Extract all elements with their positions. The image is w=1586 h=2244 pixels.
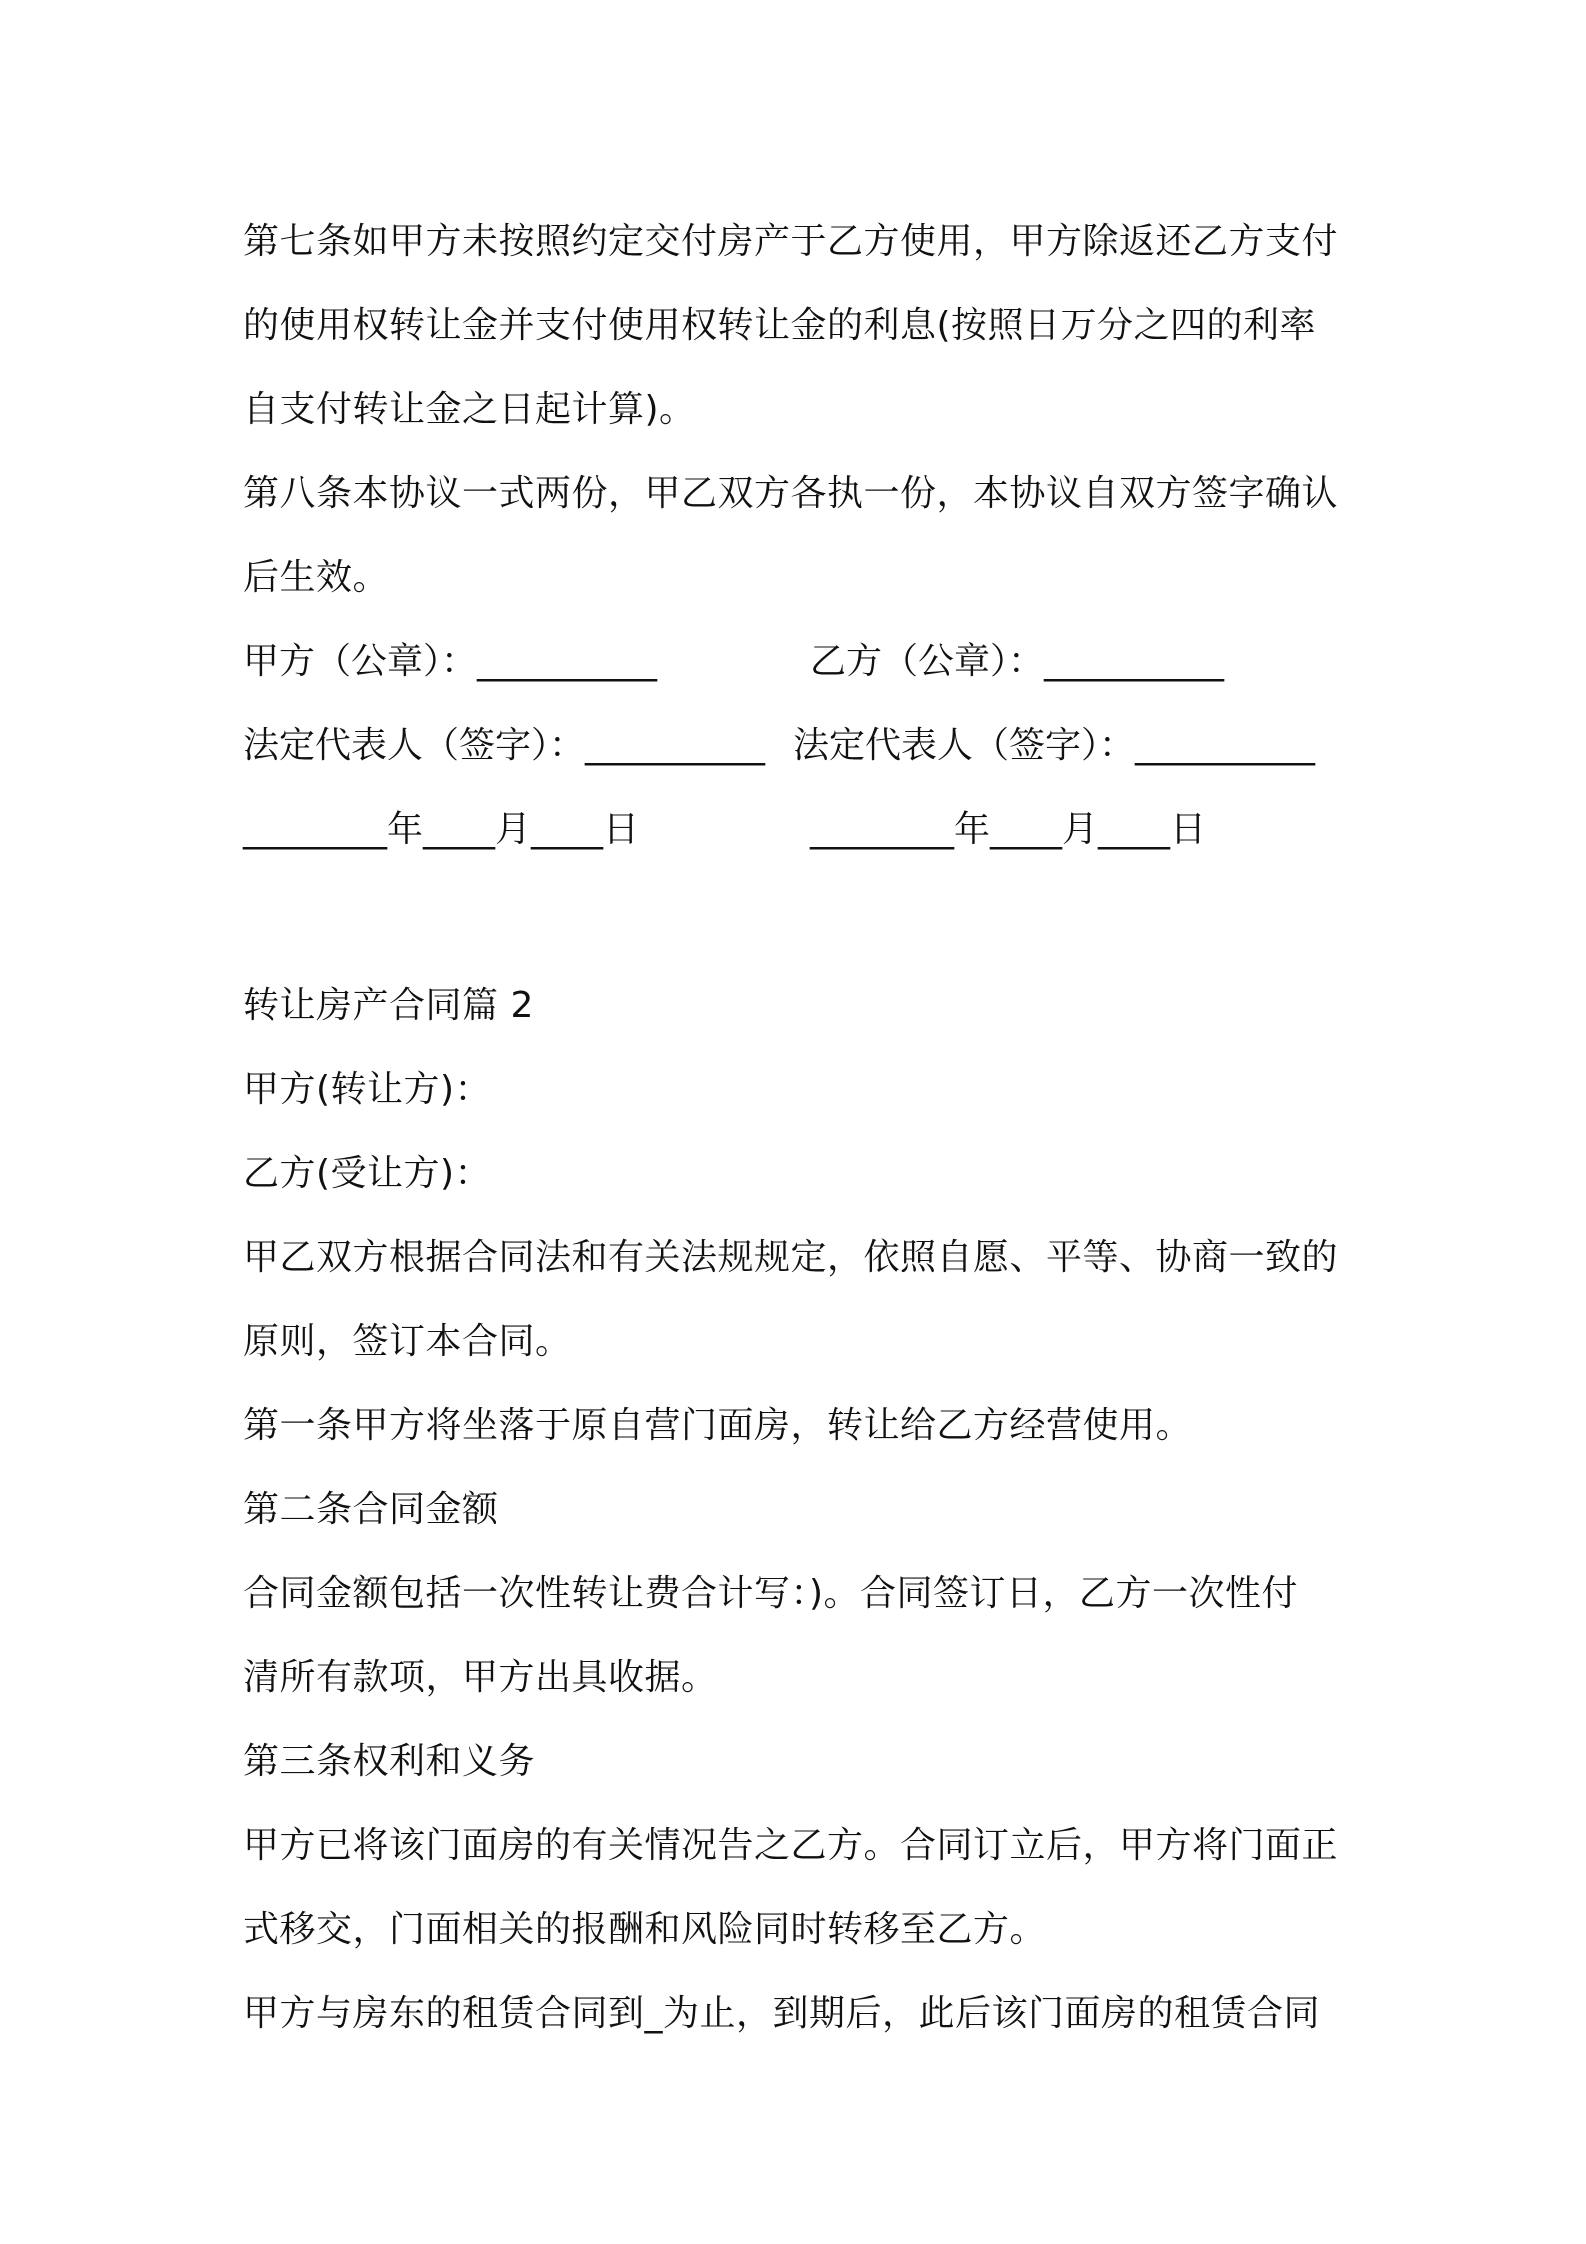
party-b-label: 乙方(受让方)：: [243, 1153, 492, 1194]
clause-7: [243, 200, 1363, 452]
clause-3-title: 第三条权利和义务: [243, 1741, 536, 1782]
date-row: [243, 788, 1363, 872]
document-body: [243, 200, 1363, 2056]
party-b-representative-field: 法定代表人（签字）：__________: [793, 725, 1316, 766]
clause-2-title: 第二条合同金额: [243, 1489, 499, 1530]
clause-2-body: [243, 1552, 1363, 1720]
text-line: 合同金额包括一次性转让费合计写：)。合同签订日，乙方一次性付: [243, 1573, 1299, 1614]
seal-row: [243, 620, 1363, 704]
text-line: 式移交，门面相关的报酬和风险同时转移至乙方。: [243, 1909, 1047, 1950]
section-title: 转让房产合同篇 2: [243, 985, 534, 1026]
section-spacer: [243, 872, 1363, 964]
text-line: 的使用权转让金并支付使用权转让金的利息(按照日万分之四的利率: [243, 305, 1317, 346]
section-2: [243, 964, 1363, 2056]
text-line: 甲方已将该门面房的有关情况告之乙方。合同订立后，甲方将门面正: [243, 1825, 1339, 1866]
party-a-seal-field: 甲方（公章）：__________: [243, 641, 658, 682]
party-a-date-field: ________年____月____日: [243, 809, 639, 850]
party-b-date-field: ________年____月____日: [810, 809, 1206, 850]
clause-3-body: [243, 1804, 1363, 1972]
party-a-label: 甲方(转让方)：: [243, 1069, 492, 1110]
party-a-representative-field: 法定代表人（签字）：__________: [243, 725, 766, 766]
text-line: 原则，签订本合同。: [243, 1321, 572, 1362]
representative-row: [243, 704, 1363, 788]
clause-8: [243, 452, 1363, 620]
text-line: 后生效。: [243, 557, 390, 598]
party-b-seal-field: 乙方（公章）：__________: [810, 641, 1225, 682]
text-line: 清所有款项，甲方出具收据。: [243, 1657, 718, 1698]
signature-block: [243, 620, 1363, 872]
clause-3-lease-text: 甲方与房东的租赁合同到_为止，到期后，此后该门面房的租赁合同: [243, 1993, 1321, 2034]
text-line: 第八条本协议一式两份，甲乙双方各执一份，本协议自双方签字确认: [243, 473, 1339, 514]
clause-1: 第一条甲方将坐落于原自营门面房，转让给乙方经营使用。: [243, 1405, 1193, 1446]
text-line: 第七条如甲方未按照约定交付房产于乙方使用，甲方除返还乙方支付: [243, 221, 1339, 262]
text-line: 自支付转让金之日起计算)。: [243, 389, 696, 430]
text-line: 甲乙双方根据合同法和有关法规规定，依照自愿、平等、协商一致的: [243, 1237, 1339, 1278]
intro-paragraph: [243, 1216, 1363, 1384]
